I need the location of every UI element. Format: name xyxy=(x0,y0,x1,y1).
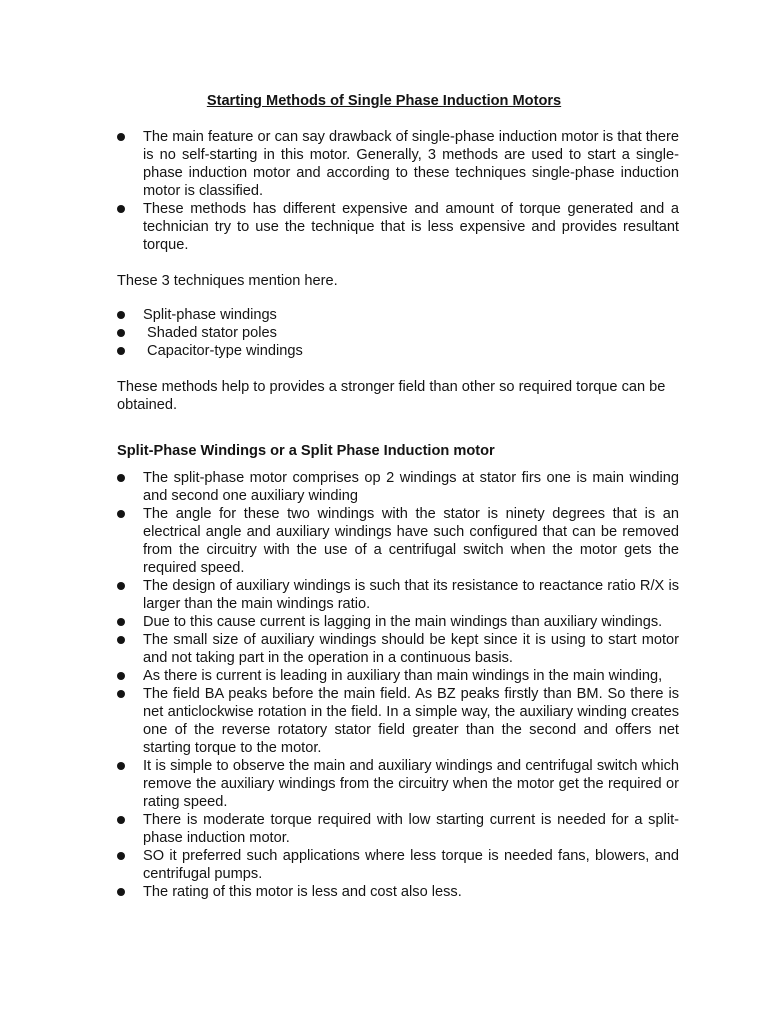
list-item: The angle for these two windings with the stator is ninety degrees that is an electrical angle and auxiliary windings have such configured that can be removed from the circuitry with the use of a centrifugal switch when the motor gets the required speed. xyxy=(117,505,679,577)
bullet-icon xyxy=(117,582,125,590)
bullet-icon xyxy=(117,690,125,698)
list-item: These methods has different expensive and amount of torque generated and a technician try to use the technique that is less expensive and provides resultant torque. xyxy=(117,200,679,254)
list-item: The design of auxiliary windings is such that its resistance to reactance ratio R/X is larger than the main windings ratio. xyxy=(117,577,679,613)
bullet-icon xyxy=(117,762,125,770)
list-item: Split-phase windings xyxy=(117,306,679,324)
section-heading: Split-Phase Windings or a Split Phase Induction motor xyxy=(117,443,495,459)
list-item: Shaded stator poles xyxy=(117,324,679,342)
bullet-icon xyxy=(117,852,125,860)
techniques-list xyxy=(117,306,679,360)
bullet-icon xyxy=(117,347,125,355)
list-item: There is moderate torque required with low starting current is needed for a split-phase induction motor. xyxy=(117,811,679,847)
bullet-icon xyxy=(117,329,125,337)
list-item: The rating of this motor is less and cost also less. xyxy=(117,883,679,901)
list-item: As there is current is leading in auxiliary than main windings in the main winding, xyxy=(117,667,679,685)
bullet-icon xyxy=(117,133,125,141)
bullet-icon xyxy=(117,888,125,896)
techniques-summary: These methods help to provides a stronger field than other so required torque can be obtained. xyxy=(117,379,666,413)
techniques-intro: These 3 techniques mention here. xyxy=(117,273,338,289)
list-item: SO it preferred such applications where less torque is needed fans, blowers, and centrifugal pumps. xyxy=(117,847,679,883)
list-item: The field BA peaks before the main field. As BZ peaks firstly than BM. So there is net anticlockwise rotation in the field. In a simple way, the auxiliary winding creates one of the reverse rotatory stator field greater than the second and offers net starting torque to the motor. xyxy=(117,685,679,757)
list-item: The split-phase motor comprises op 2 windings at stator firs one is main winding and second one auxiliary winding xyxy=(117,469,679,505)
intro-bullet-list xyxy=(117,128,679,254)
list-item: The main feature or can say drawback of single-phase induction motor is that there is no self-starting in this motor. Generally, 3 methods are used to start a single-phase induction motor and according to these techniques single-phase induction motor is classified. xyxy=(117,128,679,200)
bullet-icon xyxy=(117,672,125,680)
bullet-icon xyxy=(117,618,125,626)
bullet-icon xyxy=(117,311,125,319)
bullet-icon xyxy=(117,510,125,518)
page-title: Starting Methods of Single Phase Induction Motors xyxy=(206,93,562,109)
bullet-icon xyxy=(117,816,125,824)
split-phase-bullet-list xyxy=(117,469,679,901)
bullet-icon xyxy=(117,205,125,213)
bullet-icon xyxy=(117,636,125,644)
bullet-icon xyxy=(117,474,125,482)
list-item: Due to this cause current is lagging in the main windings than auxiliary windings. xyxy=(117,613,679,631)
list-item: It is simple to observe the main and auxiliary windings and centrifugal switch which remove the auxiliary windings from the circuitry when the motor get the required or rating speed. xyxy=(117,757,679,811)
list-item: The small size of auxiliary windings should be kept since it is using to start motor and not taking part in the operation in a continuous basis. xyxy=(117,631,679,667)
list-item: Capacitor-type windings xyxy=(117,342,679,360)
